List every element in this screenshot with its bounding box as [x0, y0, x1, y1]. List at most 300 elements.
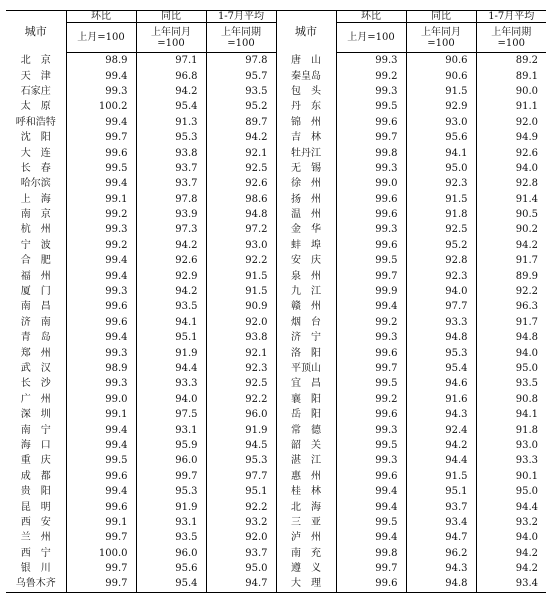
left-city-cell: 上 海 [6, 192, 66, 207]
left-city-cell: 深 圳 [6, 407, 66, 422]
right-city-cell: 大 理 [276, 576, 336, 592]
left-city-cell: 南 宁 [6, 422, 66, 437]
right-avg-cell: 94.2 [515, 563, 538, 575]
left-avg-cell: 97.2 [206, 222, 276, 237]
left-avg-cell: 93.7 [206, 546, 276, 561]
left-yoy-cell: 95.4 [136, 99, 206, 114]
right-city-cell: 吉 林 [276, 130, 336, 145]
left-mom-cell: 99.3 [66, 84, 136, 99]
left-yoy-cell: 99.7 [136, 469, 206, 484]
left-mom-cell: 99.7 [66, 561, 136, 576]
right-mom-cell: 99.3 [336, 53, 406, 69]
table-row [6, 238, 546, 253]
left-yoy-cell: 95.9 [136, 438, 206, 453]
left-mom-cell: 99.3 [66, 284, 136, 299]
left-city-cell: 大 连 [6, 145, 66, 160]
right-city-cell: 九 江 [276, 284, 336, 299]
right-mom-cell: 99.6 [336, 407, 406, 422]
right-city-header: 城市 [276, 11, 336, 53]
right-mom-cell: 99.8 [336, 145, 406, 160]
table-row [6, 576, 546, 592]
left-city-cell: 呼和浩特 [6, 115, 66, 130]
right-yoy-cell: 95.3 [406, 345, 476, 360]
right-avg-cell: 89.9 [515, 270, 538, 282]
right-yoy-cell: 92.3 [406, 176, 476, 191]
left-city-cell: 石家庄 [6, 84, 66, 99]
right-yoy-cell: 91.5 [406, 469, 476, 484]
right-city-cell: 锦 州 [276, 115, 336, 130]
left-yoy-cell: 97.8 [136, 192, 206, 207]
right-city-cell: 湛 江 [276, 453, 336, 468]
left-avg-cell: 93.2 [206, 515, 276, 530]
right-mom-cell: 99.3 [336, 330, 406, 345]
right-city-cell: 济 宁 [276, 330, 336, 345]
right-avg-cell: 94.0 [515, 347, 538, 359]
right-mom-cell: 99.6 [336, 345, 406, 360]
table-row [6, 499, 546, 514]
right-yoy-cell: 94.4 [406, 453, 476, 468]
table-row [6, 422, 546, 437]
left-mom-cell: 99.1 [66, 192, 136, 207]
right-avg-cell: 94.0 [515, 162, 538, 174]
right-mom-cell: 99.6 [336, 576, 406, 592]
right-city-cell: 襄 阳 [276, 392, 336, 407]
left-mom-header: 环比 [66, 11, 136, 23]
right-yoy-cell: 94.3 [406, 561, 476, 576]
right-yoy-cell: 92.5 [406, 222, 476, 237]
right-yoy-cell: 94.3 [406, 407, 476, 422]
right-city-cell: 泸 州 [276, 530, 336, 545]
left-mom-cell: 99.7 [66, 576, 136, 592]
left-yoy-cell: 94.0 [136, 392, 206, 407]
right-yoy-cell: 95.4 [406, 361, 476, 376]
right-mom-cell: 99.3 [336, 84, 406, 99]
left-city-cell: 合 肥 [6, 253, 66, 268]
left-avg-cell: 92.0 [206, 530, 276, 545]
left-mom-cell: 98.9 [66, 361, 136, 376]
right-avg-cell: 91.8 [515, 424, 538, 436]
left-mom-cell: 99.6 [66, 315, 136, 330]
right-mom-cell: 99.4 [336, 499, 406, 514]
left-avg-cell: 93.5 [206, 84, 276, 99]
left-yoy-header: 同比 [136, 11, 206, 23]
left-avg-cell: 92.6 [206, 176, 276, 191]
right-yoy-cell: 93.0 [406, 115, 476, 130]
right-yoy-cell: 93.3 [406, 315, 476, 330]
left-city-cell: 哈尔滨 [6, 176, 66, 191]
right-yoy-cell: 92.4 [406, 422, 476, 437]
left-yoy-subheader: 上年同月 =100 [136, 23, 206, 53]
left-yoy-cell: 96.0 [136, 453, 206, 468]
left-city-cell: 宁 波 [6, 238, 66, 253]
left-yoy-cell: 94.2 [136, 84, 206, 99]
right-city-cell: 唐 山 [276, 53, 336, 69]
left-yoy-cell: 97.3 [136, 222, 206, 237]
right-mom-cell: 99.7 [336, 130, 406, 145]
left-city-cell: 南 京 [6, 207, 66, 222]
left-city-cell: 成 都 [6, 469, 66, 484]
right-yoy-cell: 94.1 [406, 145, 476, 160]
right-yoy-subheader: 上年同月 =100 [406, 23, 476, 53]
left-city-cell: 西 安 [6, 515, 66, 530]
right-avg-cell: 92.0 [515, 116, 538, 128]
right-city-cell: 金 华 [276, 222, 336, 237]
right-city-cell: 秦皇岛 [276, 68, 336, 83]
left-mom-cell: 99.6 [66, 499, 136, 514]
right-city-cell: 宜 昌 [276, 376, 336, 391]
right-avg-cell: 90.8 [515, 393, 538, 405]
left-avg-cell: 92.2 [206, 253, 276, 268]
right-avg-cell: 90.5 [515, 209, 538, 221]
price-index-table-container [6, 10, 542, 593]
left-avg-cell: 92.5 [206, 161, 276, 176]
right-mom-cell: 99.4 [336, 299, 406, 314]
left-avg-cell: 95.1 [206, 484, 276, 499]
right-city-cell: 桂 林 [276, 484, 336, 499]
right-avg-cell: 94.0 [515, 532, 538, 544]
table-row [6, 484, 546, 499]
left-city-cell: 天 津 [6, 68, 66, 83]
left-yoy-cell: 95.4 [136, 576, 206, 592]
right-avg-cell: 93.4 [476, 576, 546, 592]
left-city-cell: 西 宁 [6, 546, 66, 561]
right-yoy-header: 同比 [406, 11, 476, 23]
right-yoy-cell: 95.6 [406, 130, 476, 145]
right-avg-cell: 94.1 [515, 409, 538, 421]
right-yoy-cell: 95.2 [406, 238, 476, 253]
left-yoy-cell: 93.7 [136, 161, 206, 176]
right-yoy-cell: 93.7 [406, 499, 476, 514]
right-yoy-cell: 91.8 [406, 207, 476, 222]
right-avg-cell: 90.1 [515, 470, 538, 482]
right-mom-cell: 99.5 [336, 438, 406, 453]
right-avg-cell: 92.8 [515, 178, 538, 190]
right-avg-cell: 93.0 [515, 439, 538, 451]
table-row [6, 253, 546, 268]
left-city-cell: 长 春 [6, 161, 66, 176]
left-mom-cell: 99.1 [66, 515, 136, 530]
right-avg-cell: 91.7 [515, 316, 538, 328]
left-yoy-cell: 91.3 [136, 115, 206, 130]
left-avg-cell: 92.3 [206, 361, 276, 376]
left-avg-cell: 92.1 [206, 345, 276, 360]
right-yoy-cell: 93.4 [406, 515, 476, 530]
right-mom-cell: 99.6 [336, 192, 406, 207]
left-yoy-cell: 93.1 [136, 422, 206, 437]
table-row [6, 407, 546, 422]
left-mom-cell: 99.3 [66, 345, 136, 360]
left-city-cell: 武 汉 [6, 361, 66, 376]
right-avg-cell: 93.3 [515, 455, 538, 467]
left-avg-cell: 94.2 [206, 130, 276, 145]
left-yoy-cell: 96.0 [136, 546, 206, 561]
left-yoy-cell: 94.2 [136, 284, 206, 299]
table-row [6, 222, 546, 237]
left-yoy-cell: 93.5 [136, 530, 206, 545]
right-city-cell: 洛 阳 [276, 345, 336, 360]
right-avg-cell: 89.1 [515, 70, 538, 82]
right-avg-cell: 94.8 [515, 332, 538, 344]
right-mom-cell: 99.3 [336, 161, 406, 176]
right-city-cell: 蚌 埠 [276, 238, 336, 253]
left-city-cell: 乌鲁木齐 [6, 576, 66, 592]
table-row [6, 453, 546, 468]
table-row [6, 299, 546, 314]
right-mom-cell: 99.7 [336, 268, 406, 283]
left-mom-cell: 99.6 [66, 145, 136, 160]
left-mom-cell: 99.4 [66, 438, 136, 453]
left-mom-cell: 99.4 [66, 68, 136, 83]
right-mom-cell: 99.3 [336, 222, 406, 237]
right-mom-cell: 99.5 [336, 515, 406, 530]
right-mom-cell: 99.6 [336, 207, 406, 222]
right-city-cell: 岳 阳 [276, 407, 336, 422]
right-yoy-cell: 94.2 [406, 438, 476, 453]
left-city-header: 城市 [6, 11, 66, 53]
right-avg-cell: 93.2 [515, 516, 538, 528]
right-avg-cell: 94.9 [515, 132, 538, 144]
left-mom-cell: 98.9 [66, 53, 136, 69]
left-avg-cell: 97.7 [206, 469, 276, 484]
left-yoy-cell: 93.5 [136, 299, 206, 314]
left-avg-cell: 91.9 [206, 422, 276, 437]
left-mom-subheader: 上月=100 [66, 23, 136, 53]
right-mom-cell: 99.6 [336, 238, 406, 253]
table-row [6, 161, 546, 176]
left-avg-cell: 93.8 [206, 330, 276, 345]
left-mom-cell: 99.3 [66, 376, 136, 391]
left-mom-cell: 99.1 [66, 407, 136, 422]
table-row [6, 53, 546, 69]
left-yoy-cell: 94.2 [136, 238, 206, 253]
right-mom-header: 环比 [336, 11, 406, 23]
right-mom-cell: 99.5 [336, 253, 406, 268]
table-row [6, 515, 546, 530]
right-mom-cell: 99.8 [336, 546, 406, 561]
left-mom-cell: 99.4 [66, 176, 136, 191]
table-row [6, 376, 546, 391]
right-avg-subheader: 上年同期 =100 [476, 23, 546, 53]
left-mom-cell: 99.5 [66, 453, 136, 468]
right-mom-cell: 99.2 [336, 315, 406, 330]
right-yoy-cell: 94.6 [406, 376, 476, 391]
left-yoy-cell: 95.6 [136, 561, 206, 576]
right-mom-subheader: 上月=100 [336, 23, 406, 53]
right-yoy-cell: 94.8 [406, 330, 476, 345]
left-avg-cell: 96.0 [206, 407, 276, 422]
left-city-cell: 厦 门 [6, 284, 66, 299]
right-mom-cell: 99.2 [336, 392, 406, 407]
right-mom-cell: 99.9 [336, 284, 406, 299]
left-city-cell: 北 京 [6, 53, 66, 69]
right-mom-cell: 99.2 [336, 68, 406, 83]
left-city-cell: 福 州 [6, 268, 66, 283]
left-yoy-cell: 97.1 [136, 53, 206, 69]
right-city-cell: 赣 州 [276, 299, 336, 314]
left-avg-cell: 92.5 [206, 376, 276, 391]
left-avg-cell: 92.0 [206, 315, 276, 330]
left-mom-cell: 99.2 [66, 238, 136, 253]
left-city-cell: 杭 州 [6, 222, 66, 237]
left-city-cell: 银 川 [6, 561, 66, 576]
right-city-cell: 温 州 [276, 207, 336, 222]
table-row [6, 561, 546, 576]
right-city-cell: 平顶山 [276, 361, 336, 376]
right-mom-cell: 99.3 [336, 422, 406, 437]
left-city-cell: 青 岛 [6, 330, 66, 345]
right-city-cell: 烟 台 [276, 315, 336, 330]
right-city-cell: 徐 州 [276, 176, 336, 191]
right-city-cell: 包 头 [276, 84, 336, 99]
table-row [6, 438, 546, 453]
left-avg-cell: 92.2 [206, 392, 276, 407]
right-avg-cell: 92.2 [515, 286, 538, 298]
left-avg-cell: 97.8 [206, 53, 276, 69]
left-city-cell: 兰 州 [6, 530, 66, 545]
right-mom-cell: 99.6 [336, 115, 406, 130]
left-city-cell: 长 沙 [6, 376, 66, 391]
table-row [6, 315, 546, 330]
left-avg-cell: 94.7 [206, 576, 276, 592]
right-yoy-cell: 95.1 [406, 484, 476, 499]
left-yoy-cell: 93.1 [136, 515, 206, 530]
left-avg-cell: 92.2 [206, 499, 276, 514]
left-mom-cell: 99.6 [66, 299, 136, 314]
right-yoy-cell: 91.5 [406, 84, 476, 99]
left-yoy-cell: 94.1 [136, 315, 206, 330]
right-avg-cell: 91.7 [515, 255, 538, 267]
right-city-cell: 北 海 [276, 499, 336, 514]
right-yoy-cell: 91.6 [406, 392, 476, 407]
table-row [6, 392, 546, 407]
table-row [6, 207, 546, 222]
left-yoy-cell: 92.9 [136, 268, 206, 283]
left-avg-cell: 95.2 [206, 99, 276, 114]
left-mom-cell: 99.7 [66, 530, 136, 545]
left-mom-cell: 99.0 [66, 392, 136, 407]
left-city-cell: 贵 阳 [6, 484, 66, 499]
table-row [6, 130, 546, 145]
right-avg-cell: 94.2 [515, 547, 538, 559]
left-avg-cell: 91.5 [206, 268, 276, 283]
table-row [6, 68, 546, 83]
left-yoy-cell: 93.9 [136, 207, 206, 222]
left-yoy-cell: 93.8 [136, 145, 206, 160]
left-yoy-cell: 97.5 [136, 407, 206, 422]
table-row [6, 330, 546, 345]
right-avg-cell: 94.4 [515, 501, 538, 513]
left-city-cell: 海 口 [6, 438, 66, 453]
left-yoy-cell: 91.9 [136, 499, 206, 514]
right-avg-cell: 91.4 [515, 193, 538, 205]
left-mom-cell: 99.2 [66, 207, 136, 222]
left-yoy-cell: 96.8 [136, 68, 206, 83]
left-mom-cell: 99.4 [66, 268, 136, 283]
right-yoy-cell: 94.7 [406, 530, 476, 545]
left-city-cell: 济 南 [6, 315, 66, 330]
right-city-cell: 韶 关 [276, 438, 336, 453]
right-yoy-cell: 97.7 [406, 299, 476, 314]
right-avg-cell: 96.3 [515, 301, 538, 313]
right-city-cell: 丹 东 [276, 99, 336, 114]
left-yoy-cell: 95.3 [136, 484, 206, 499]
right-avg-cell: 89.2 [515, 55, 538, 67]
left-avg-header: 1-7月平均 [206, 11, 276, 23]
right-city-cell: 无 锡 [276, 161, 336, 176]
right-mom-cell: 99.3 [336, 453, 406, 468]
table-row [6, 530, 546, 545]
price-index-table [6, 10, 546, 593]
right-mom-cell: 99.5 [336, 99, 406, 114]
left-avg-cell: 91.5 [206, 284, 276, 299]
left-yoy-cell: 93.7 [136, 176, 206, 191]
left-avg-cell: 95.7 [206, 68, 276, 83]
right-avg-cell: 94.2 [515, 239, 538, 251]
table-row [6, 84, 546, 99]
table-row [6, 361, 546, 376]
table-body [6, 53, 546, 593]
right-yoy-cell: 92.8 [406, 253, 476, 268]
right-city-cell: 南 充 [276, 546, 336, 561]
left-mom-cell: 100.0 [66, 546, 136, 561]
left-city-cell: 郑 州 [6, 345, 66, 360]
right-yoy-cell: 94.0 [406, 284, 476, 299]
right-yoy-cell: 96.2 [406, 546, 476, 561]
right-yoy-cell: 95.0 [406, 161, 476, 176]
table-row [6, 176, 546, 191]
right-city-cell: 常 德 [276, 422, 336, 437]
right-mom-cell: 99.6 [336, 469, 406, 484]
table-row [6, 115, 546, 130]
table-row [6, 192, 546, 207]
right-city-cell: 三 亚 [276, 515, 336, 530]
right-avg-cell: 90.2 [515, 224, 538, 236]
left-mom-cell: 99.6 [66, 469, 136, 484]
right-mom-cell: 99.4 [336, 484, 406, 499]
right-avg-cell: 95.0 [515, 486, 538, 498]
right-yoy-cell: 90.6 [406, 53, 476, 69]
left-avg-cell: 94.5 [206, 438, 276, 453]
right-mom-cell: 99.0 [336, 176, 406, 191]
left-city-cell: 南 昌 [6, 299, 66, 314]
left-city-cell: 昆 明 [6, 499, 66, 514]
right-yoy-cell: 90.6 [406, 68, 476, 83]
right-avg-cell: 95.0 [515, 363, 538, 374]
left-avg-cell: 92.1 [206, 145, 276, 160]
left-yoy-cell: 92.6 [136, 253, 206, 268]
left-yoy-cell: 95.3 [136, 130, 206, 145]
left-mom-cell: 99.4 [66, 330, 136, 345]
right-yoy-cell: 91.5 [406, 192, 476, 207]
left-yoy-cell: 93.3 [136, 376, 206, 391]
left-mom-cell: 99.3 [66, 222, 136, 237]
right-mom-cell: 99.7 [336, 361, 406, 376]
right-avg-header: 1-7月平均 [476, 11, 546, 23]
right-yoy-cell: 94.8 [406, 576, 476, 592]
right-avg-cell: 92.6 [515, 147, 538, 159]
left-mom-cell: 99.4 [66, 422, 136, 437]
left-city-cell: 沈 阳 [6, 130, 66, 145]
table-row [6, 284, 546, 299]
left-avg-subheader: 上年同期 =100 [206, 23, 276, 53]
right-avg-cell: 93.5 [515, 378, 538, 390]
right-city-cell: 遵 义 [276, 561, 336, 576]
table-header [6, 11, 546, 53]
left-avg-cell: 95.0 [206, 561, 276, 576]
left-mom-cell: 99.4 [66, 115, 136, 130]
right-mom-cell: 99.4 [336, 530, 406, 545]
right-yoy-cell: 92.9 [406, 99, 476, 114]
